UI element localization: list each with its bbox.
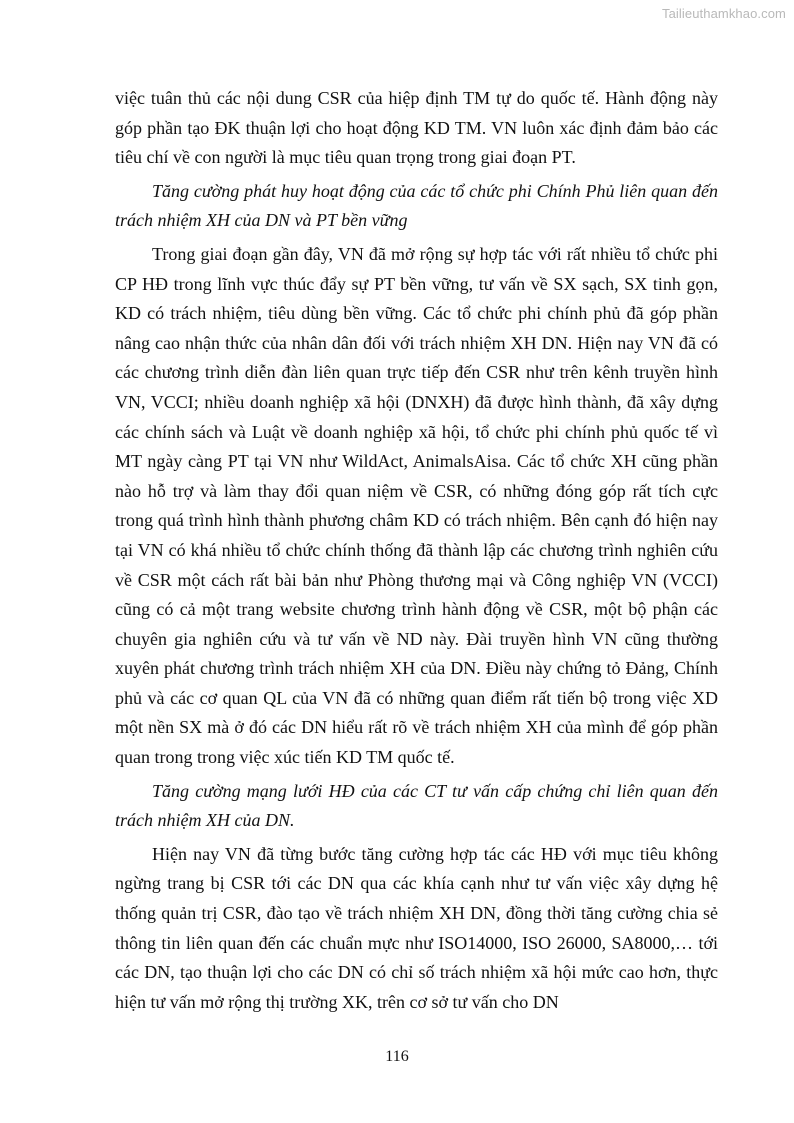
section-heading-ngo: Tăng cường phát huy hoạt động của các tổ chức phi Chính Phủ liên quan đến trách nhiệm XH của DN và PT bền vững — [115, 180, 718, 231]
document-body — [115, 84, 718, 1021]
page-number: 116 — [385, 1048, 409, 1065]
paragraph-ngo-cooperation: Trong giai đoạn gần đây, VN đã mở rộng sự hợp tác với rất nhiều tổ chức phi CP HĐ trong lĩnh vực thúc đẩy sự PT bền vững, tư vấn về SX sạch, SX tinh gọn, KD có trách nhiệm, tiêu dùng bền vững. Các tổ chức phi chính phủ đã góp phần nâng cao nhận thức của nhân dân đối với trách nhiệm XH DN. Hiện nay VN đã có các chương trình diễn đàn liên quan trực tiếp đến CSR như trên kênh truyền hình VN, VCCI; nhiều doanh nghiệp xã hội (DNXH) đã được hình thành, đã xây dựng các chính sách và Luật về doanh nghiệp xã hội, tổ chức phi chính phủ quốc tế vì MT ngày càng PT tại VN như WildAct, AnimalsAisa. Các tổ chức XH cũng phần nào hỗ trợ và làm thay đổi quan niệm về CSR, có những đóng góp rất tích cực trong quá trình hình thành phương châm KD có trách nhiệm. Bên cạnh đó hiện nay tại VN có khá nhiều tổ chức chính thống đã thành lập các chương trình nghiên cứu về CSR một cách rất bài bản như Phòng thương mại và Công nghiệp VN (VCCI) cũng có cả một trang website chương trình hành động về CSR, một bộ phận các chuyên gia nghiên cứu và tư vấn về ND này. Đài truyền hình VN cũng thường xuyên phát chương trình trách nhiệm XH của DN. Điều này chứng tỏ Đảng, Chính phủ và các cơ quan QL của VN đã có những quan điểm rất tiến bộ trong việc XD một nền SX mà ở đó các DN hiểu rất rõ về trách nhiệm XH của mình để góp phần quan trong trong việc xúc tiến KD TM quốc tế. — [115, 243, 718, 768]
paragraph-consulting: Hiện nay VN đã từng bước tăng cường hợp tác các HĐ với mục tiêu không ngừng trang bị CSR tới các DN qua các khía cạnh như tư vấn việc xây dựng hệ thống quản trị CSR, đào tạo về trách nhiệm XH DN, đồng thời tăng cường chia sẻ thông tin liên quan đến các chuẩn mực như ISO14000, ISO 26000, SA8000,… tới các DN, tạo thuận lợi cho các DN có chỉ số trách nhiệm xã hội mức cao hơn, thực hiện tư vấn mở rộng thị trường XK, trên cơ sở tư vấn cho DN — [115, 843, 718, 1012]
paragraph-continuation: việc tuân thủ các nội dung CSR của hiệp định TM tự do quốc tế. Hành động này góp phần tạo ĐK thuận lợi cho hoạt động KD TM. VN luôn xác định đảm bảo các tiêu chí về con người là mục tiêu quan trọng trong giai đoạn PT. — [115, 88, 718, 168]
section-heading-consulting: Tăng cường mạng lưới HĐ của các CT tư vấn cấp chứng chỉ liên quan đến trách nhiệm XH của DN. — [115, 780, 718, 831]
watermark: Tailieuthamkhao.com — [661, 6, 786, 21]
